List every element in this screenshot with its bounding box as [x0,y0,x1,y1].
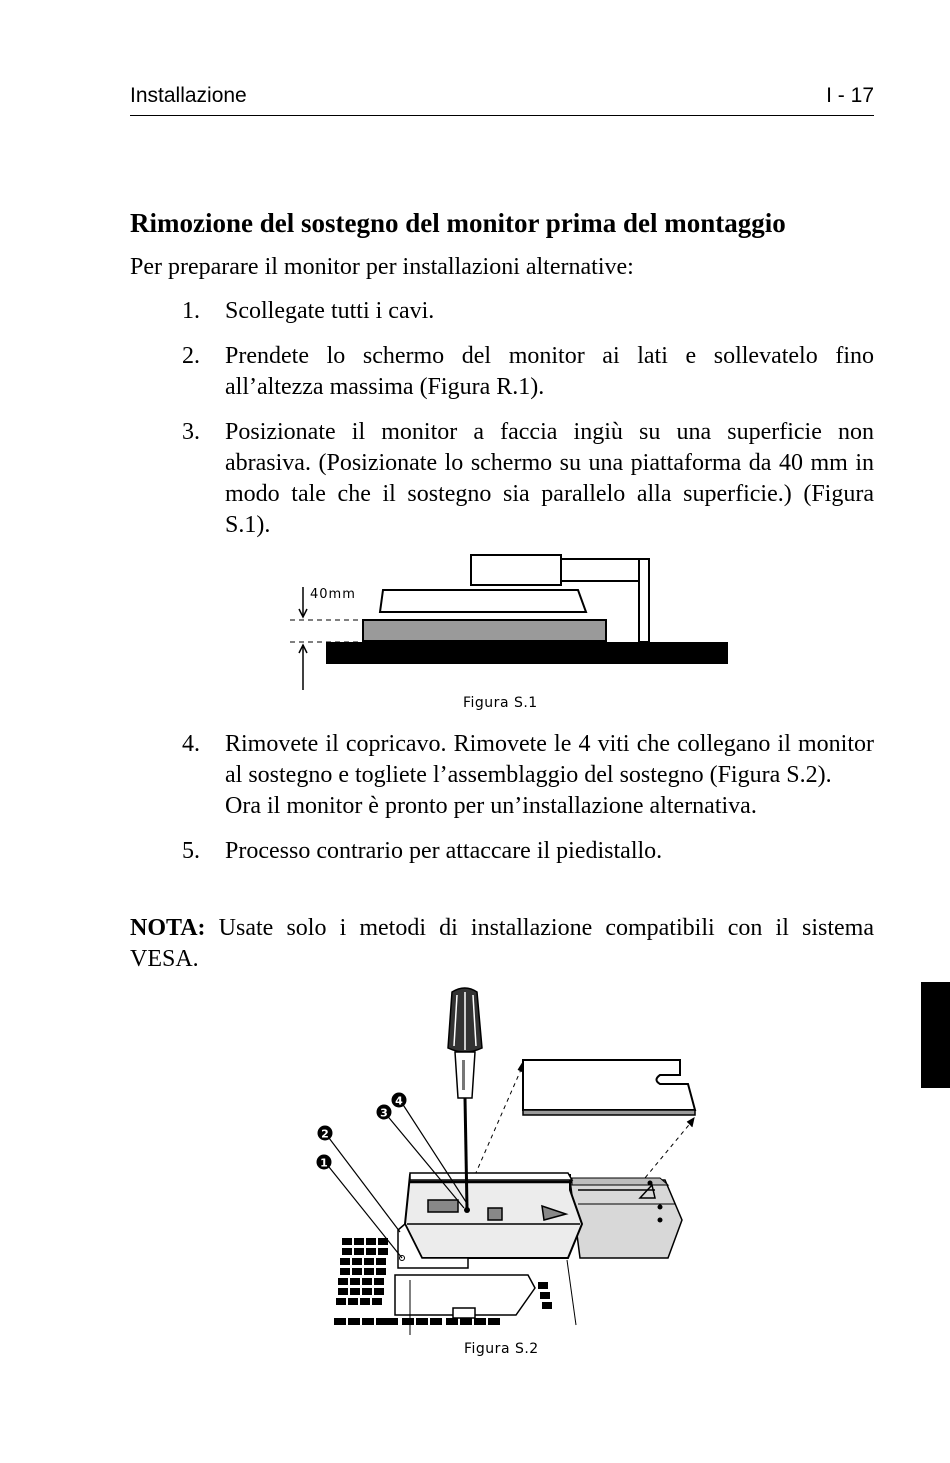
step-5 [130,836,874,867]
note-text: Usate solo i metodi di installazione compatibili con il sistema VESA. [130,915,874,972]
dimension-label: 40mm [310,587,356,602]
step-number: 5. [182,838,200,864]
page-title: Rimozione del sostegno del monitor prima del montaggio [130,208,786,238]
callout-2: 2 [321,1127,329,1141]
steps-list-1 [130,296,874,541]
running-header [130,82,874,116]
step-text: Prendete lo schermo del monitor ai lati e sollevatelo fino all’altezza massima (Figura R.1). [225,343,874,400]
step-number: 3. [182,419,200,445]
callout-4: 4 [395,1094,403,1108]
callout-1: 1 [320,1156,328,1170]
step-text-continued: Ora il monitor è pronto per un’installazione alternativa. [225,793,757,819]
note-paragraph [130,913,874,975]
note-label: NOTA: [130,915,206,941]
section-title: Installazione [130,84,247,107]
step-text: Posizionate il monitor a faccia ingiù su una superficie non abrasiva. (Posizionate lo schermo su una piattaforma da 40 mm in modo tale che il sostegno sia parallelo alla superficie.) (Figura S.1). [225,419,874,538]
page-number: I - 17 [826,84,874,107]
figure-s1-illustration [290,550,740,695]
callout-3: 3 [380,1106,388,1120]
intro-paragraph: Per preparare il monitor per installazioni alternative: [130,254,634,280]
figure-s2-illustration [310,980,710,1335]
steps-list-2 [130,729,874,867]
figure-s2-caption: Figura S.2 [464,1341,539,1357]
step-1 [130,296,874,327]
step-2 [130,341,874,403]
figure-s1-caption: Figura S.1 [463,695,538,711]
step-text: Rimovete il copricavo. Rimovete le 4 viti che collegano il monitor al sostegno e togliete l’assemblaggio del sostegno (Figura S.2). [225,731,874,788]
chapter-thumb-tab [921,982,950,1088]
step-number: 4. [182,731,200,757]
step-number: 2. [182,343,200,369]
step-3 [130,417,874,541]
step-4 [130,729,874,822]
step-text: Processo contrario per attaccare il piedistallo. [225,838,663,864]
step-number: 1. [182,298,200,324]
step-text: Scollegate tutti i cavi. [225,298,435,324]
